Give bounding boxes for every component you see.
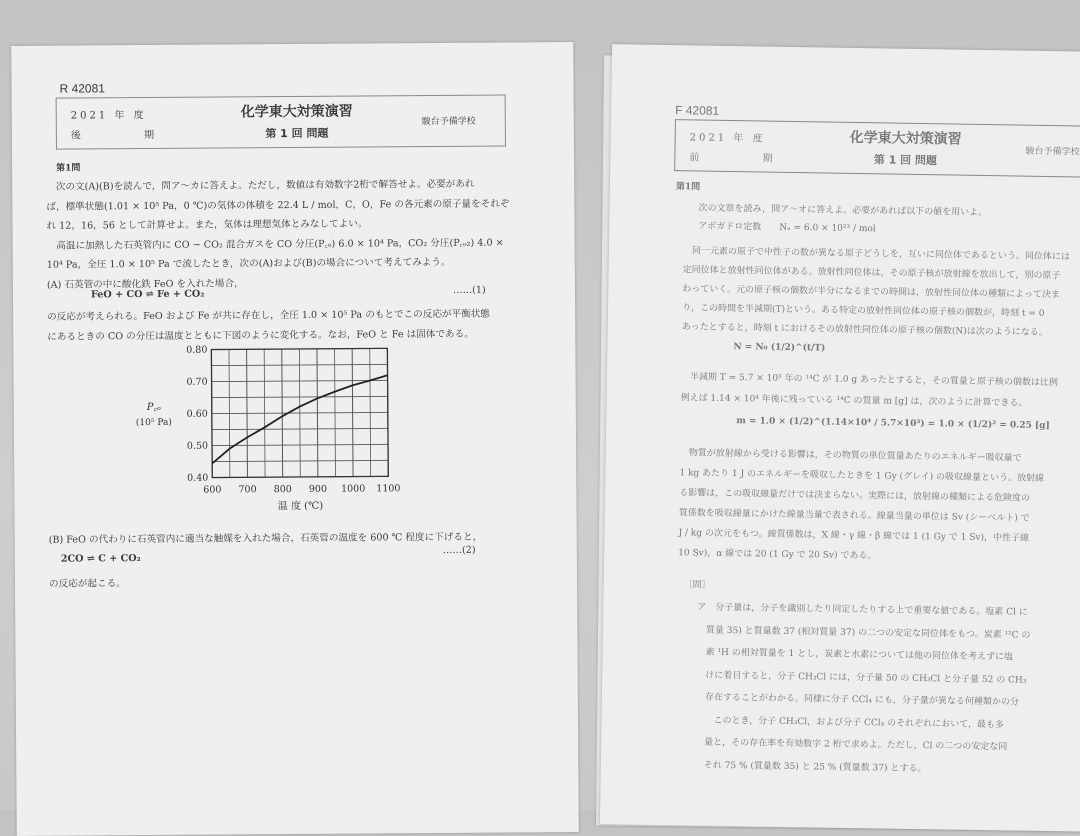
text-line: 同一元素の原子で中性子の数が異なる原子どうしを，互いに同位体であるという。同位体には [682,246,1070,263]
text-line: あったとすると，時刻 t におけるその放射性同位体の原子核の個数(N)は次のようになる。 [681,322,1048,338]
text-line: (A) 石英管の中に酸化鉄 FeO を入れた場合， [46,277,244,291]
text-line: ば，標準状態(1.01 × 10⁵ Pa，0 ℃)の気体の体積を 22.4 L / mol，C，O，Fe の各元素の原子量をそれぞ [46,197,510,213]
text-line: 例えば 1.14 × 10⁴ 年後に残っている ¹⁴C の質量 m [g] は，次のように計算できる。 [680,393,1028,409]
intro-line: 次の文章を読み，問ア～オに答えよ。必要があれば以下の値を用いよ。 [689,203,988,219]
x-tick-label: 700 [238,484,257,496]
equation-2: 2CO ⇌ C + CO₂ [60,553,141,565]
grid-line [212,444,388,445]
header-box [56,95,506,150]
question-line: 質量 35) と質量数 37 (相対質量 37) の二つの安定な同位体をもつ。炭素 ¹²C の [696,625,1031,641]
y-tick-label: 0.60 [186,408,208,420]
question-line: このとき，分子 CH₃Cl，および分子 CCl₄ のそれぞれにおいて，最も多 [695,715,1005,730]
grid-line [212,380,388,381]
text-line: 高温に加熱した石英管内に CO − CO₂ 混合ガスを CO 分圧(P꜀ₒ) 6.0 × 10⁴ Pa，CO₂ 分圧(P꜀ₒ₂) 4.0 × [46,237,504,252]
formula-decay: N = N₀ (1/2)^(t/T) [733,342,826,354]
equation-1-number: ……(1) [452,284,486,296]
question-label: 第1問 [675,182,701,193]
text-line: わっていく。元の原子核の個数が半分になるまでの時間は，放射性同位体の種類によって決ま [682,284,1061,301]
x-tick-label: 800 [273,484,292,496]
header-title: 化学東大対策演習 [240,103,353,121]
question-line: けに着目すると，分子 CH₃Cl には，分子量 50 の CH₃Cl と分子量 52 の CH₃ [696,670,1027,686]
paper-code: F 42081 [675,103,720,118]
pco-temperature-chart [103,338,404,520]
intro-line: アボガドロ定数 Nₐ = 6.0 × 10²³ / mol [689,221,876,235]
header-term: 後 期 [70,129,185,142]
formula-mass: m = 1.0 × (1/2)^(1.14×10⁴ / 5.7×10³) = 1.0 × (1/2)² = 0.25 [g] [736,416,1050,432]
text-line: 半減期 T = 5.7 × 10³ 年の ¹⁴C が 1.0 g あったとすると，その質量と原子核の個数は比例 [680,372,1058,389]
text-line: J / kg の次元をもつ。線質係数は，X 線・γ 線・β 線では 1 (1 Gy で 1 Sv)，中性子線 [678,528,1030,544]
header-term: 前 期 [689,152,803,166]
grid-line [212,412,388,413]
text-line: 物質が放射線から受ける影響は，その物質の単位質量あたりのエネルギー吸収量で [679,448,1022,464]
section-label: 〔問〕 [683,580,711,591]
header-subtitle: 第 1 回 問題 [873,153,938,168]
question-line: 存在することがわかる。同様に分子 CCl₄ にも，分子量が異なる何種類かの分 [695,692,1019,708]
header-title: 化学東大対策演習 [849,129,962,148]
text-line: の反応が考えられる。FeO および Fe が共に存在し，全圧 1.0 × 10⁵ Pa のもとでこの反応が平衡状態 [47,308,490,323]
grid-line [212,460,388,461]
question-line: ア 分子量は，分子を識別したり同定したりする上で重要な値である。塩素 Cl に [697,602,1028,618]
text-line: る影響は，この吸収線量だけでは決まらない。実際には，放射線の種類による危険度の [679,488,1031,504]
school-name: 駿台予備学校 [1025,146,1080,158]
question-line: 素 ¹H の相対質量を 1 とし，炭素と水素については他の同位体を考えずに塩 [696,647,1014,663]
x-axis-label: 温 度 (℃) [277,500,324,513]
header-year: 2021 年 度 [70,110,147,122]
y-tick-label: 0.80 [186,344,208,356]
text-line: 10 Sv)，α 線では 20 (1 Gy で 20 Sv) である。 [678,548,877,562]
question-line: 量と，その存在率を有効数字 2 桁で求めよ。ただし，Cl の二つの安定な同 [695,737,1008,753]
right-exam-paper [600,44,1080,832]
part-b-text-2: の反応が起こる。 [48,578,126,590]
y-axis-unit: (10⁵ Pa) [135,417,172,429]
school-name: 駿台予備学校 [421,116,476,128]
header-subtitle: 第 1 回 問題 [265,126,329,141]
y-tick-label: 0.40 [187,472,209,484]
header-year: 2021 年 度 [689,132,766,145]
header-box [674,119,1080,178]
x-tick-label: 1100 [376,483,401,495]
paper-code: R 42081 [59,81,105,96]
x-tick-label: 600 [203,484,222,496]
text-line: 次の文(A)(B)を読んで，問ア～カに答えよ。ただし，数値は有効数字2桁で解答せよ。必要があれ [46,178,475,193]
equation-1: FeO + CO ⇌ Fe + CO₂ [90,288,205,301]
text-line: にあるときの CO の分圧は温度とともに下図のように変化する。なお，FeO と Fe は固体である。 [47,328,474,343]
left-exam-paper [11,42,579,836]
grid-line [212,428,388,429]
equation-2-number: ……(2) [442,544,476,556]
text-line: 1 kg あたり 1 J のエネルギーを吸収したときを 1 Gy (グレイ) の吸収線量という。放射線 [679,468,1045,484]
y-tick-label: 0.70 [186,376,208,388]
x-tick-label: 900 [308,483,328,495]
grid-line [211,364,387,365]
text-line: れ 12，16，56 として計算せよ。また，気体は理想気体とみなしてよい。 [46,218,368,232]
text-line: 定同位体と放射性同位体がある。放射性同位体は，その原子核が放射線を放出して，別の原子 [682,265,1061,282]
x-tick-label: 1000 [341,483,366,495]
grid-line [212,396,388,397]
question-line: それ 75 % (質量数 35) と 25 % (質量数 37) とする。 [694,760,927,774]
y-axis-label: P꜀ₒ [146,401,161,414]
text-line: 質係数を吸収線量にかけた線量当量で表される。線量当量の単位は Sv (シーベルト) で [678,508,1030,524]
text-line: り，この時間を半減期(T)という。ある特定の放射性同位体の原子核の個数が，時刻 t = 0 [681,303,1045,319]
text-line: 10⁴ Pa，全圧 1.0 × 10⁵ Pa で流したとき，次の(A)および(B)の場合について考えてみよう。 [46,256,451,271]
question-label: 第1問 [56,163,81,174]
y-tick-label: 0.50 [186,440,209,452]
part-b-text: (B) FeO の代わりに石英管内に適当な触媒を入れた場合，石英管の温度を 600 ℃ 程度に下げると， [48,531,483,546]
